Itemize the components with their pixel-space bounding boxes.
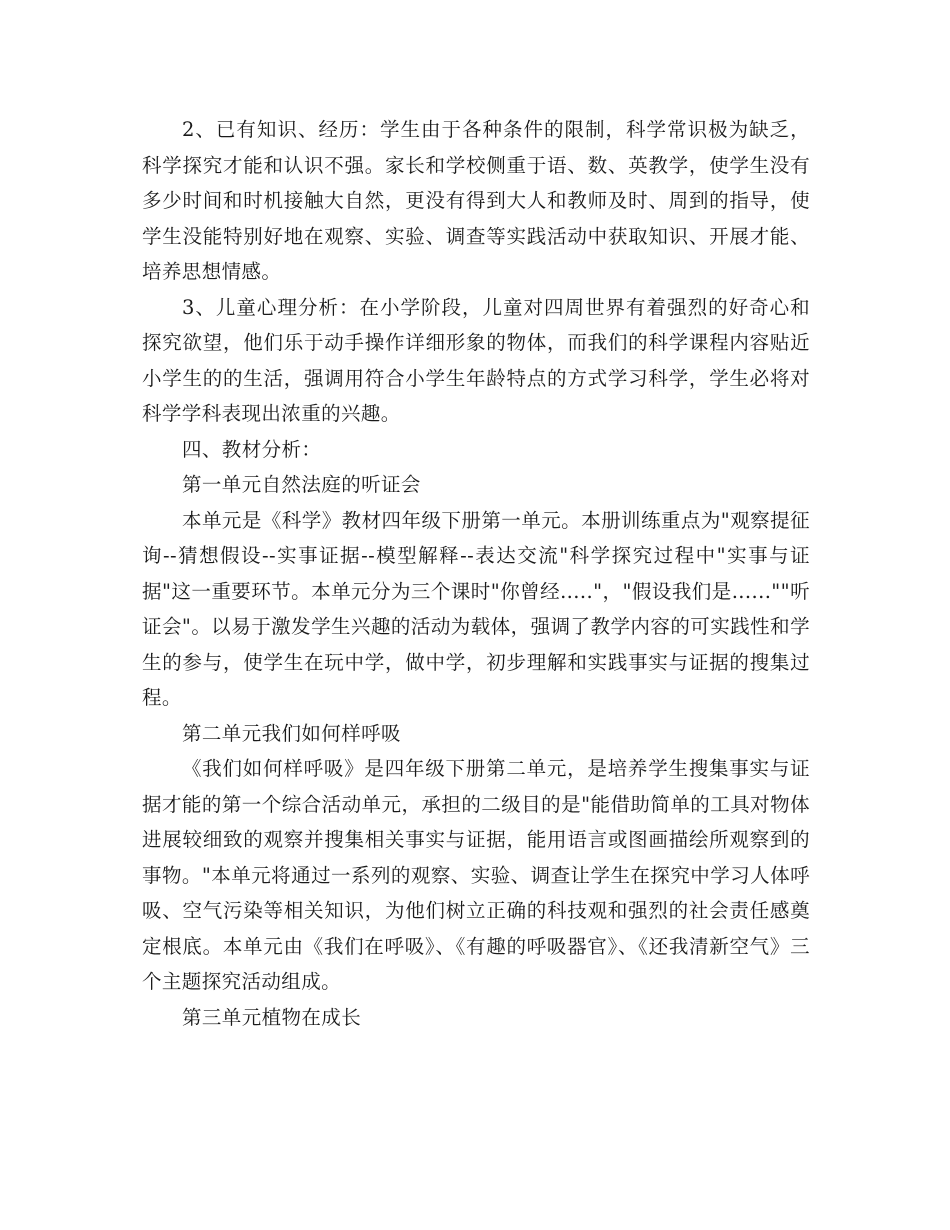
document-body [142, 112, 810, 1035]
paragraph-child-psychology: 3、儿童心理分析：在小学阶段，儿童对四周世界有着强烈的好奇心和探究欲望，他们乐于动手操作详细形象的物体，而我们的科学课程内容贴近小学生的的生活，强调用符合小学生年龄特点的方式学习科学，学生必将对科学学科表现出浓重的兴趣。 [142, 295, 810, 425]
section-heading-textbook-analysis: 四、教材分析： [182, 437, 322, 461]
unit-1-heading: 第一单元自然法庭的听证会 [182, 473, 421, 496]
paragraph-prior-knowledge: 2、已有知识、经历：学生由于各种条件的限制，科学常识极为缺乏，科学探究才能和认识不强。家长和学校侧重于语、数、英教学，使学生没有多少时间和时机接触大自然，更没有得到大人和教师及时、周到的指导，使学生没能特别好地在观察、实验、调查等实践活动中获取知识、开展才能、培养思想情感。 [142, 118, 810, 283]
paragraph-unit-2: 《我们如何样呼吸》是四年级下册第二单元，是培养学生搜集事实与证据才能的第一个综合活动单元，承担的二级目的是"能借助简单的工具对物体进展较细致的观察并搜集相关事实与证据，能用语言或图画描绘所观察到的事物。"本单元将通过一系列的观察、实验、调查让学生在探究中学习人体呼吸、空气污染等相关知识，为他们树立正确的科技观和强烈的社会责任感奠定根底。本单元由《我们在呼吸》、《有趣的呼吸器官》、《还我清新空气》三个主题探究活动组成。 [142, 757, 810, 993]
paragraph-unit-1: 本单元是《科学》教材四年级下册第一单元。本册训练重点为"观察提征询--猜想假设--实事证据--模型解释--表达交流"科学探究过程中"实事与证据"这一重要环节。本单元分为三个课时"你曾经....."，"假设我们是......""听证会"。以易于激发学生兴趣的活动为载体，强调了教学内容的可实践性和学生的参与，使学生在玩中学，做中学，初步理解和实践事实与证据的搜集过程。 [142, 508, 810, 709]
unit-2-heading: 第二单元我们如何样呼吸 [182, 721, 401, 745]
unit-3-heading: 第三单元植物在成长 [182, 1005, 362, 1029]
